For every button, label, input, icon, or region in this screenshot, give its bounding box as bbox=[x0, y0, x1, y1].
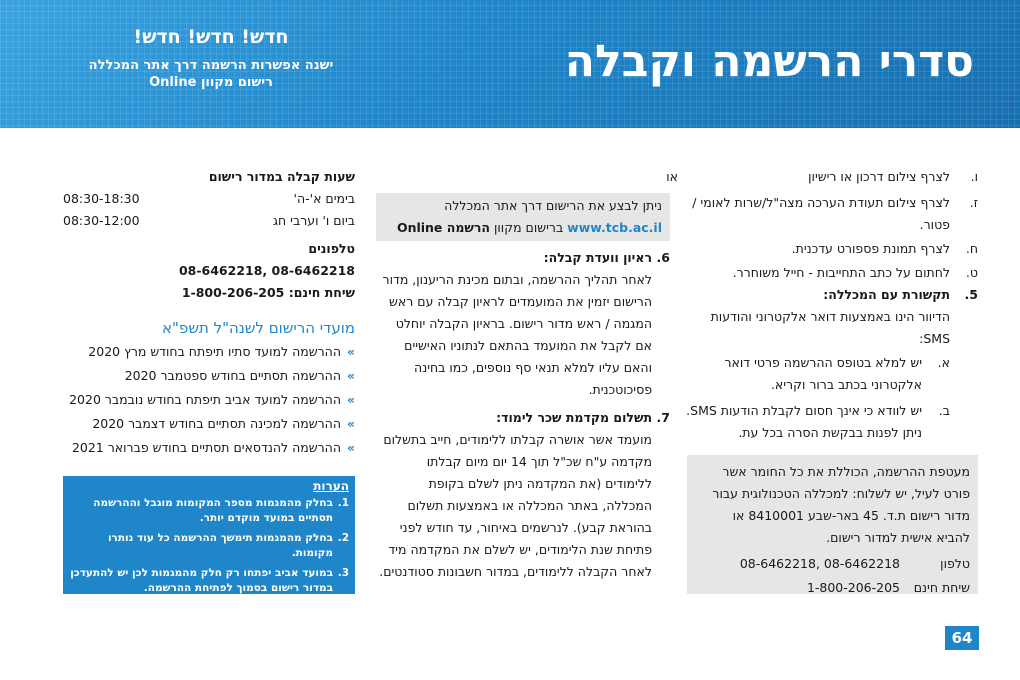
hours-row bbox=[63, 210, 355, 232]
right-column bbox=[686, 166, 978, 444]
item-text: לצרף תמונת פספורט עדכנית. bbox=[791, 241, 950, 256]
hours-day: בימים א'-ה' bbox=[293, 191, 355, 206]
item-text: ההרשמה למועד סתיו תיפתח בחודש מרץ 2020 bbox=[88, 344, 341, 359]
section-title: תשלום מקדמת שכר לימוד: bbox=[496, 410, 652, 425]
phones-value: 08-6462218 ,08-6462218 bbox=[178, 263, 355, 278]
note-text: במועד אביב יפתחו רק חלק מהמגמות לכן יש להתעדכן במדור רישום בסמוך לפתיחת ההרשמה. bbox=[70, 567, 333, 594]
section-marker: 5. bbox=[964, 287, 978, 302]
section-marker: 6. bbox=[656, 250, 670, 265]
free-call-row bbox=[695, 577, 970, 599]
chevron-icon: » bbox=[346, 344, 355, 359]
section-6-heading bbox=[376, 247, 670, 269]
or-text: או bbox=[666, 169, 678, 184]
note-marker: 3. bbox=[337, 567, 349, 579]
item-text: לצרף צילום דרכון או רישיון bbox=[808, 169, 950, 184]
chevron-icon: » bbox=[346, 440, 355, 455]
news-announcement bbox=[76, 26, 346, 90]
hours-row bbox=[63, 188, 355, 210]
mailing-info-box bbox=[687, 455, 978, 594]
item-text: לצרף צילום תעודת הערכה מצה"ל/שרות לאומי / פטור. bbox=[692, 195, 950, 232]
section-5-heading bbox=[686, 284, 978, 306]
note-bold: הרשמה Online bbox=[396, 220, 490, 235]
note-text: בחלק מהמגמות מספר המקומות מוגבל וההרשמה תסתיים במועד מוקדם יותר. bbox=[93, 497, 333, 524]
notes-box bbox=[63, 476, 355, 629]
notes-title: הערות bbox=[313, 479, 349, 493]
note-text: פתיחת הקורסים מותנים במספר נרשמים מינימאלי ע"פ נהלי מה"ט. bbox=[69, 602, 333, 629]
item-marker: ח. bbox=[965, 241, 978, 256]
section-7-heading bbox=[376, 407, 670, 429]
note-item bbox=[69, 566, 349, 596]
phone-label: טלפון bbox=[940, 556, 970, 571]
list-item bbox=[686, 192, 978, 236]
online-registration-note bbox=[376, 193, 670, 241]
note-marker: 1. bbox=[337, 497, 349, 509]
section-5-body: הדיוור הינו באמצעות דואר אלקטרוני והודעות SMS: bbox=[710, 309, 950, 346]
chevron-icon: » bbox=[346, 392, 355, 407]
list-item bbox=[686, 238, 978, 260]
section-6-body: לאחר תהליך ההרשמה, ובתום מכינת הריענון, מדור הרישום יזמין את המועמדים לראיון קבלה עם ראש המגמה / ראש מדור רישום. בראיון הקבלה יוחלט אם לקבל את המועמד בהתאם לנתוניו האישיים והאם עליו למלא תנאי סף נוספים, כמו בחינה פסיכוטכנית. bbox=[382, 272, 652, 397]
item-text: יש למלא בטופס ההרשמה פרטי דואר אלקטרוני בכתב ברור וקריא. bbox=[724, 355, 922, 392]
left-column bbox=[63, 166, 355, 460]
news-line-2: רישום מקוון Online bbox=[149, 75, 273, 90]
registration-dates-title: מועדי הרישום לשנה"ל תשפ"א bbox=[162, 319, 355, 337]
header-banner bbox=[0, 0, 1020, 128]
hours-day: ביום ו' וערבי חג bbox=[272, 213, 355, 228]
item-text: ההרשמה להנדסאים תסתיים בחודש פברואר 2021 bbox=[71, 440, 341, 455]
page-number: 64 bbox=[945, 626, 979, 650]
hours-title: שעות קבלה במדור רישום bbox=[208, 169, 355, 184]
list-item bbox=[63, 340, 355, 364]
item-marker: ז. bbox=[969, 195, 978, 210]
item-text: ההרשמה למועד אביב תיפתח בחודש נובמבר 2020 bbox=[69, 392, 341, 407]
item-marker: ב. bbox=[938, 403, 950, 418]
hours-time: 08:30-12:00 bbox=[63, 213, 140, 228]
free-call: שיחת חינם: 1-800-206-205 bbox=[181, 285, 355, 300]
section-marker: 7. bbox=[656, 410, 670, 425]
section-7-body: מועמד אשר אושרה קבלתו ללימודים, חייב בתשלום מקדמה ע"ח שכ"ל תוך 14 יום מיום קבלתו ללימודים (את המקדמה ניתן לשלם בקופת המכללה, באתר המכללה או באמצעות תשלום בהוראת קבע). לנרשמים באיחור, עד חודש לפני פתיחת שנת הלימודים, יש לשלם את המקדמה מיד לאחר הקבלה ללימודים, במדור חשבונות סטודנטים. bbox=[379, 432, 652, 579]
list-item bbox=[63, 388, 355, 412]
phone-row bbox=[695, 553, 970, 575]
page-title: סדרי הרשמה וקבלה bbox=[564, 36, 974, 87]
college-website-link[interactable]: www.tcb.ac.il bbox=[567, 220, 662, 235]
news-line-1: ישנה אפשרות הרשמה דרך אתר המכללה bbox=[88, 58, 334, 73]
item-text: לחתום על כתב התחייבות - חייל משוחרר. bbox=[732, 265, 950, 280]
middle-column bbox=[376, 166, 678, 583]
item-marker: ט. bbox=[965, 265, 978, 280]
section-title: ראיון וועדת קבלה: bbox=[543, 250, 652, 265]
hours-time: 08:30-18:30 bbox=[63, 191, 140, 206]
item-text: ההרשמה תסתיים בחודש ספטמבר 2020 bbox=[124, 368, 341, 383]
item-marker: א. bbox=[937, 355, 950, 370]
note-text: ניתן לבצע את הרישום דרך אתר המכללה bbox=[444, 198, 662, 213]
note-item bbox=[69, 531, 349, 561]
item-marker: ו. bbox=[970, 169, 978, 184]
note-text: בחלק מהמגמות תימשך ההרשמה כל עוד נותרו מקומות. bbox=[107, 532, 333, 559]
note-marker: 2. bbox=[337, 532, 349, 544]
note-item bbox=[69, 496, 349, 526]
list-item bbox=[686, 352, 978, 396]
list-item bbox=[686, 400, 978, 444]
item-text: ההרשמה למכינה תסתיים בחודש דצמבר 2020 bbox=[92, 416, 341, 431]
list-item bbox=[686, 262, 978, 284]
free-call-value: 1-800-206-205 bbox=[806, 580, 900, 595]
chevron-icon: » bbox=[346, 368, 355, 383]
phones-title: טלפונים bbox=[308, 241, 355, 256]
list-item bbox=[63, 412, 355, 436]
list-item bbox=[63, 436, 355, 460]
note-item bbox=[69, 601, 349, 631]
item-text: יש לוודא כי אינך חסום לקבלת הודעות SMS. ניתן לפנות בבקשת הסרה בכל עת. bbox=[686, 403, 922, 440]
note-marker: 4. bbox=[337, 602, 349, 614]
mailing-text: מעטפת ההרשמה, הכוללת את כל החומר אשר פורט לעיל, יש לשלוח: למכללה הטכנולוגית עבור מדור רישום ת.ד. 45 באר-שבע 8410001 או להביא אישית למדור רישום. bbox=[712, 464, 970, 545]
note-text: ברישום מקוון bbox=[493, 220, 564, 235]
news-headline: חדש! חדש! חדש! bbox=[133, 26, 289, 48]
phone-value: 08-6462218 ,08-6462218 bbox=[739, 556, 900, 571]
section-title: תקשורת עם המכללה: bbox=[823, 287, 950, 302]
chevron-icon: » bbox=[346, 416, 355, 431]
list-item bbox=[63, 364, 355, 388]
free-call-label: שיחת חינם bbox=[913, 580, 970, 595]
list-item bbox=[686, 166, 978, 188]
